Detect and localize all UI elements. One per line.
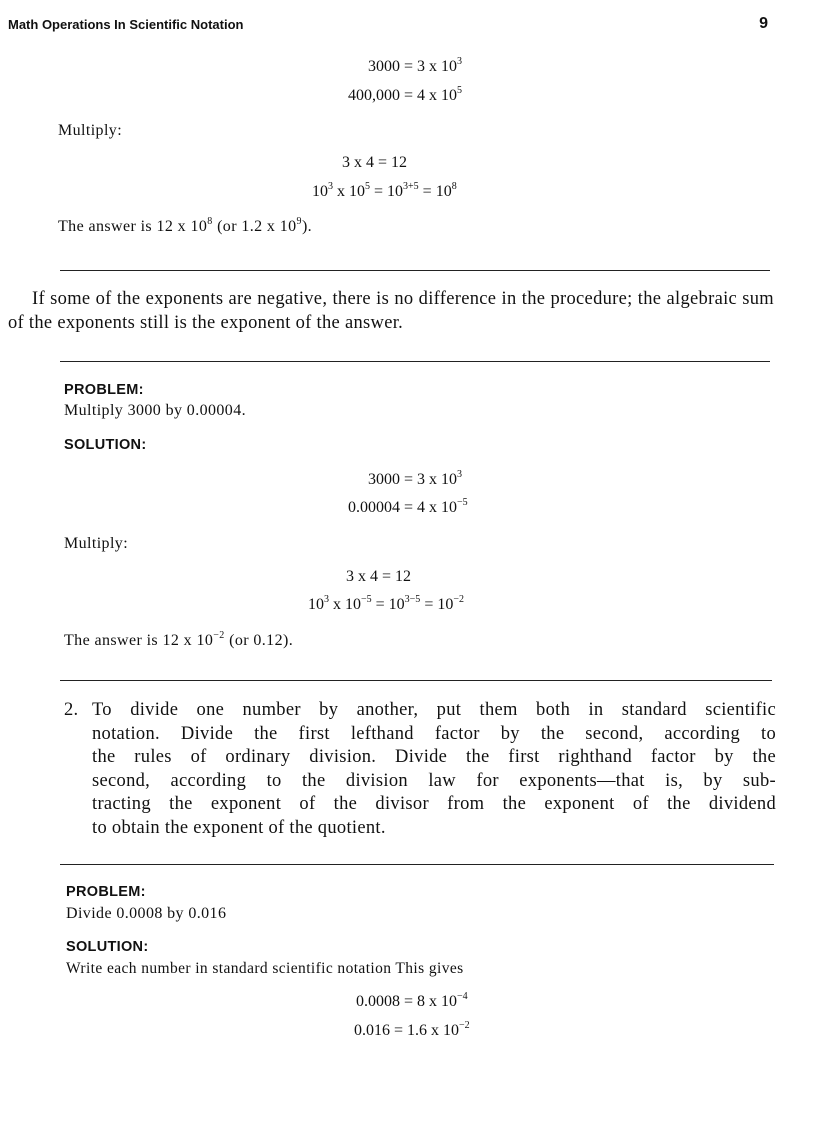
- equation-lhs: 400,000: [348, 87, 400, 104]
- answer-line: [64, 632, 293, 650]
- answer-text: The answer is 12 x 10: [58, 218, 208, 235]
- running-header: [8, 15, 768, 35]
- exponent: 8: [207, 216, 213, 227]
- exponent: 3: [324, 594, 329, 605]
- power-base: = 10: [418, 183, 452, 200]
- solution-text: Write each number in standard scientific notation This gives: [66, 960, 464, 977]
- equation-3000: [300, 58, 462, 76]
- solution-label: SOLUTION:: [66, 939, 149, 955]
- divider: [60, 864, 774, 865]
- rule-line: to obtain the exponent of the quotient.: [92, 817, 386, 838]
- multiply-label: Multiply:: [58, 122, 123, 139]
- solution-label: SOLUTION:: [64, 437, 147, 453]
- equation-rhs: = 3 x 10: [404, 471, 458, 488]
- equation-400000: [300, 87, 462, 105]
- rule-line: the rules of ordinary division. Divide the first righthand factor by the: [92, 747, 776, 767]
- power-base: x 10: [333, 183, 365, 200]
- power-base: 10: [312, 183, 328, 200]
- exponent: 9: [296, 216, 302, 227]
- exponent: −4: [457, 991, 468, 1002]
- equation-0.00004: [300, 499, 468, 517]
- equation-rhs: = 1.6 x 10: [394, 1022, 460, 1039]
- exponent: 3: [457, 56, 463, 67]
- equation-coefficients: 3 x 4 = 12: [342, 154, 408, 171]
- header-title: Math Operations In Scientific Notation: [8, 17, 244, 32]
- answer-text: (or 0.12).: [224, 632, 294, 649]
- power-base: x 10: [329, 596, 361, 613]
- problem-text: Divide 0.0008 by 0.016: [66, 905, 227, 922]
- equation-rhs: = 8 x 10: [404, 993, 458, 1010]
- power-base: = 10: [420, 596, 454, 613]
- exponent: 3−5: [404, 594, 421, 605]
- equation-3000: [300, 471, 462, 489]
- divider: [60, 361, 770, 362]
- equation-lhs: 0.0008: [356, 993, 400, 1010]
- exponent: −2: [459, 1020, 470, 1031]
- multiply-label: Multiply:: [64, 535, 129, 552]
- equation-lhs: 3000: [368, 58, 400, 75]
- equation-lhs: 0.016: [354, 1022, 390, 1039]
- exponent: −2: [213, 630, 225, 641]
- divider: [60, 270, 770, 271]
- rule-line: second, according to the division law for exponents—that is, by sub-: [92, 770, 776, 791]
- exponent: 3: [457, 469, 463, 480]
- rule-line: notation. Divide the first lefthand factor by the second, according to: [92, 723, 776, 744]
- equation-lhs: 0.00004: [348, 499, 400, 516]
- equation-rhs: = 4 x 10: [404, 499, 458, 516]
- problem-label: PROBLEM:: [64, 382, 144, 398]
- equation-rhs: = 3 x 10: [404, 58, 458, 75]
- negative-exponents-paragraph: If some of the exponents are negative, there is no difference in the procedure; the algebraic sum of the exponents still is the exponent of the answer.: [8, 289, 774, 333]
- rule-line: To divide one number by another, put them both in standard scientific: [92, 700, 776, 720]
- answer-text: ).: [301, 218, 313, 235]
- exponent: 3+5: [403, 181, 419, 192]
- exponent: −5: [457, 497, 468, 508]
- equation-0.016: [296, 1022, 470, 1040]
- equation-exponents: [312, 183, 457, 201]
- exponent: −5: [361, 594, 372, 605]
- rule-2-paragraph: [64, 699, 776, 840]
- exponent: −2: [453, 594, 464, 605]
- answer-text: (or 1.2 x 10: [212, 218, 297, 235]
- problem-label: PROBLEM:: [66, 884, 146, 900]
- exponent: 5: [365, 181, 370, 192]
- answer-line: [58, 218, 312, 236]
- equation-lhs: 3000: [368, 471, 400, 488]
- exponent: 5: [457, 85, 463, 96]
- page-number: 9: [759, 15, 768, 32]
- rule-number: 2.: [64, 700, 79, 720]
- exponent: 8: [451, 181, 457, 192]
- answer-text: The answer is 12 x 10: [64, 632, 214, 649]
- power-base: = 10: [370, 183, 404, 200]
- divider: [60, 680, 772, 681]
- exponent: 3: [328, 181, 333, 192]
- equation-coefficients: 3 x 4 = 12: [346, 568, 412, 585]
- equation-rhs: = 4 x 10: [404, 87, 458, 104]
- equation-exponents: [308, 596, 464, 614]
- power-base: 10: [308, 596, 324, 613]
- equation-0.0008: [296, 993, 468, 1011]
- rule-line: tracting the exponent of the divisor from the exponent of the dividend: [92, 794, 776, 814]
- power-base: = 10: [371, 596, 405, 613]
- problem-text: Multiply 3000 by 0.00004.: [64, 402, 247, 419]
